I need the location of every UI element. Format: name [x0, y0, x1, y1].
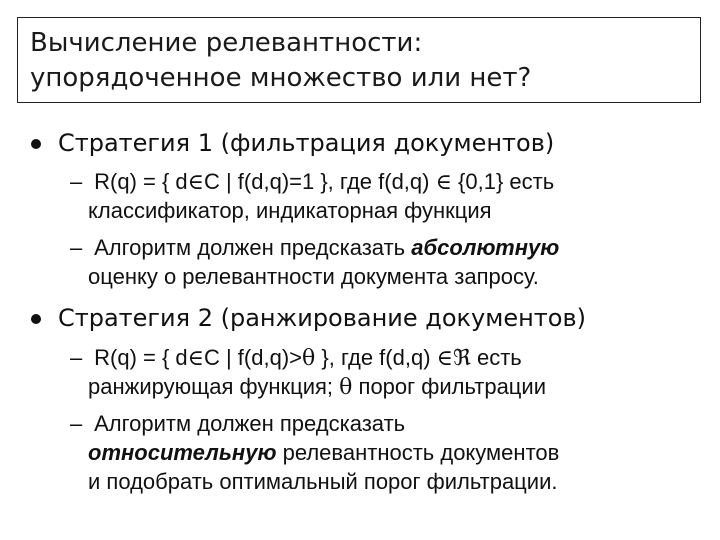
formula-mid: C | f(d,q)> [203, 345, 302, 370]
strategy-2-item-1-cont [88, 373, 546, 402]
strategy-1-heading: Стратегия 1 (фильтрация документов) [58, 129, 555, 157]
formula-prefix: R(q) = { d [94, 169, 188, 194]
cont-prefix: ранжирующая функция; [88, 374, 334, 399]
dash: – [70, 235, 83, 260]
title-line-2: упорядоченное множество или нет? [30, 63, 532, 93]
bullet-dot-1 [31, 139, 41, 149]
cont-suffix: релевантность документов [282, 440, 560, 465]
formula-prefix: R(q) = { d [94, 345, 188, 370]
dash: – [70, 169, 83, 194]
strategy-2-item-1 [70, 344, 522, 373]
strategy-1-item-2 [70, 234, 559, 262]
strategy-2-item-2-cont [88, 439, 559, 467]
title-line-1: Вычисление релевантности: [30, 28, 423, 58]
theta-symbol: θ [302, 346, 316, 371]
strategy-1-item-2-cont: оценку о релевантности документа запросу. [88, 264, 539, 289]
dash: – [70, 411, 83, 436]
element-of-symbol: ∈ [187, 346, 204, 371]
formula-mid-2: }, где f(d,q) [321, 345, 431, 370]
item-prefix: Алгоритм должен предсказать [94, 411, 406, 436]
strategy-1-item-1 [70, 168, 554, 197]
bullet-dot-2 [31, 314, 41, 324]
element-of-symbol: ∈ [436, 346, 453, 371]
element-of-symbol: ∈ [187, 170, 204, 195]
cont-suffix: порог фильтрации [358, 374, 546, 399]
item-prefix: Алгоритм должен предсказать [94, 235, 406, 260]
element-of-symbol: ∈ [435, 170, 452, 195]
formula-suffix: есть [476, 345, 522, 370]
strategy-1-item-1-cont: классификатор, индикаторная функция [88, 198, 492, 223]
theta-symbol: θ [339, 375, 353, 400]
strategy-2-item-2-line-3: и подобрать оптимальный порог фильтрации. [88, 469, 558, 494]
real-numbers-symbol: ℜ [452, 346, 471, 371]
title-box [17, 17, 701, 103]
emphasis-word: абсолютную [411, 235, 560, 260]
formula-suffix: {0,1} есть [458, 169, 555, 194]
strategy-2-heading: Стратегия 2 (ранжирование документов) [58, 304, 586, 332]
formula-mid: C | f(d,q)=1 }, где f(d,q) [203, 169, 430, 194]
emphasis-word: относительную [88, 440, 277, 465]
strategy-2-item-2 [70, 410, 405, 438]
dash: – [70, 345, 83, 370]
